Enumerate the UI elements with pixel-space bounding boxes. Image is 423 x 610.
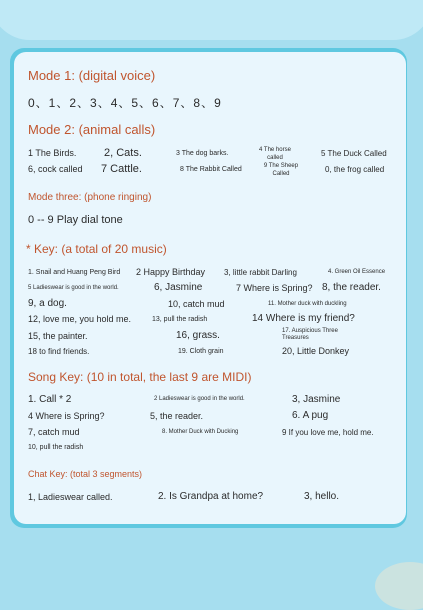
music-item: 4. Green Oil Essence [328, 269, 386, 275]
animal-call-item: 9 The Sheep Called [263, 163, 299, 177]
song-item: 7, catch mud [28, 427, 80, 437]
chat-item: 1, Ladieswear called. [28, 492, 113, 502]
music-item: 12, love me, you hold me. [28, 314, 132, 324]
music-item: 8, the reader. [322, 282, 381, 293]
song-item: 1. Call * 2 [28, 394, 72, 405]
music-item: 19. Cloth grain [178, 348, 224, 355]
song-item: 6. A pug [292, 410, 329, 421]
music-item: 11. Mother duck with duckling [268, 301, 347, 307]
mode2-heading: Mode 2: (animal calls) [28, 122, 156, 137]
song-item: 9 If you love me, hold me. [282, 428, 374, 437]
music-item: 16, grass. [176, 330, 220, 341]
mode1-heading: Mode 1: (digital voice) [28, 68, 156, 83]
music-item: 15, the painter. [28, 331, 88, 341]
key-heading: * Key: (a total of 20 music) [26, 242, 167, 256]
music-item: 13, pull the radish [152, 316, 208, 323]
animal-call-item: 6, cock called [28, 164, 83, 174]
music-item: 3, little rabbit Darling [224, 268, 297, 277]
animal-call-item: 2, Cats. [104, 147, 142, 159]
music-item: 6, Jasmine [154, 282, 203, 293]
music-item: 18 to find friends. [28, 347, 90, 356]
chat-item: 2. Is Grandpa at home? [158, 491, 264, 502]
animal-call-item: 3 The dog barks. [176, 150, 229, 157]
instruction-card [14, 52, 406, 524]
mode1-digits: 0、1、2、3、4、5、6、7、8、9 [28, 96, 222, 110]
animal-call-item: 8 The Rabbit Called [180, 166, 242, 173]
chat-item: 3, hello. [304, 491, 340, 502]
mode3-line: 0 -- 9 Play dial tone [28, 214, 123, 226]
song-item: 8. Mother Duck with Ducking [162, 429, 239, 435]
song-item: 4 Where is Spring? [28, 411, 105, 421]
animal-call-item: 4 The horse called [259, 147, 291, 161]
music-item: 5 Ladieswear is good in the world. [28, 285, 119, 291]
animal-call-item: 0, the frog called [325, 165, 385, 174]
animal-call-item: 1 The Birds. [28, 148, 77, 158]
song-item: 2 Ladieswear is good in the world. [154, 396, 245, 402]
song-item: 3, Jasmine [292, 394, 341, 405]
song-item: 10, pull the radish [28, 444, 84, 451]
music-item: 14 Where is my friend? [252, 313, 355, 324]
music-item: 2 Happy Birthday [136, 267, 206, 277]
mode3-heading: Mode three: (phone ringing) [28, 192, 152, 203]
music-item: 9, a dog. [28, 298, 67, 309]
animal-call-item: 7 Cattle. [101, 163, 142, 175]
music-item: 7 Where is Spring? [236, 283, 313, 293]
animal-call-item: 5 The Duck Called [321, 149, 387, 158]
song-item: 5, the reader. [150, 411, 204, 421]
top-background-shape [0, 0, 423, 40]
song-key-heading: Song Key: (10 in total, the last 9 are MIDI) [28, 370, 252, 384]
music-item: 10, catch mud [168, 299, 225, 309]
chat-key-heading: Chat Key: (total 3 segments) [28, 469, 143, 479]
music-item: 20, Little Donkey [282, 346, 350, 356]
music-item: 17. Auspicious Three Treasures [282, 328, 338, 341]
corner-decoration [375, 562, 423, 610]
music-item: 1. Snail and Huang Peng Bird [28, 269, 121, 276]
